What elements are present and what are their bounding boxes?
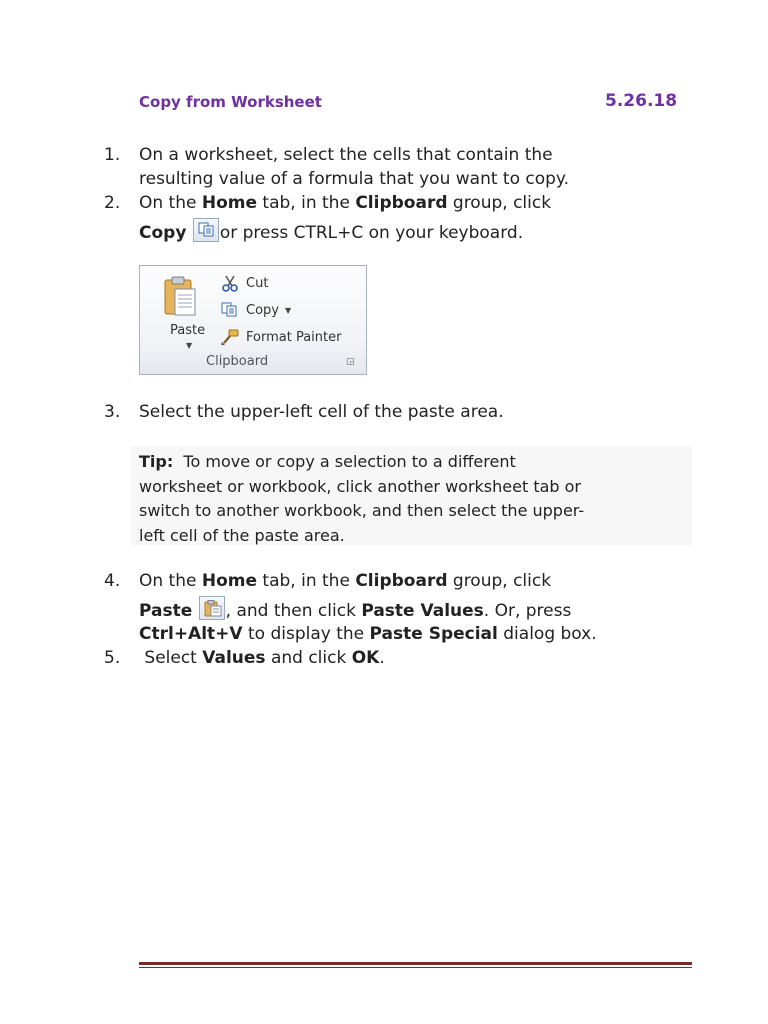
ribbon-paste-label: Paste — [170, 323, 206, 338]
ribbon-paste-button[interactable] — [148, 271, 218, 353]
chevron-down-icon: ▼ — [186, 341, 193, 350]
dialog-launcher-icon[interactable]: ◲ — [346, 357, 355, 367]
ribbon-format-painter-label: Format Painter — [246, 329, 342, 345]
step-5-text: Select Values and click OK. — [139, 648, 385, 668]
tip-text: Tip: To move or copy a selection to a different worksheet or workbook, click another worksheet tab or switch to another workbook, and then select the upper- left cell of the paste area. — [139, 452, 585, 545]
ribbon-cut-label: Cut — [246, 275, 269, 291]
step-2-line-1: On the Home tab, in the Clipboard group, click — [139, 193, 552, 213]
footer-divider — [139, 962, 692, 969]
step-1-line-1: On a worksheet, select the cells that contain the — [139, 145, 553, 165]
step-2-line-2: Copy or press CTRL+C on your keyboard. — [139, 218, 523, 245]
tip-box — [131, 446, 692, 545]
step-2-number: 2. — [104, 193, 121, 213]
step-1-line-2: resulting value of a formula that you want to copy. — [139, 169, 569, 189]
ribbon-cut-button[interactable] — [220, 272, 268, 294]
paste-icon — [199, 596, 225, 620]
step-4-number: 4. — [104, 571, 121, 591]
clipboard-paste-icon — [162, 275, 198, 319]
ribbon-copy-label: Copy — [246, 302, 279, 318]
chevron-down-icon: ▼ — [284, 305, 292, 315]
step-3-number: 3. — [104, 402, 121, 422]
clipboard-ribbon-group — [139, 265, 367, 375]
step-4-line-2: Paste , and then click Paste Values. Or, press — [139, 596, 571, 623]
step-1-number: 1. — [104, 145, 121, 165]
ribbon-group-label: Clipboard — [206, 354, 269, 369]
tip-label: Tip: — [139, 452, 174, 471]
copy-icon — [193, 218, 219, 242]
step-3-text: Select the upper-left cell of the paste area. — [139, 402, 504, 422]
scissors-icon — [220, 274, 240, 292]
document-date: 5.26.18 — [605, 91, 678, 111]
step-5-number: 5. — [104, 648, 121, 668]
ribbon-copy-button[interactable] — [220, 299, 291, 321]
ribbon-format-painter-button[interactable] — [220, 326, 341, 348]
paintbrush-icon — [220, 328, 240, 346]
document-title: Copy from Worksheet — [139, 93, 322, 111]
copy-icon — [220, 301, 240, 319]
step-4-line-1: On the Home tab, in the Clipboard group, click — [139, 571, 552, 591]
step-4-line-3: Ctrl+Alt+V to display the Paste Special dialog box. — [139, 624, 597, 644]
